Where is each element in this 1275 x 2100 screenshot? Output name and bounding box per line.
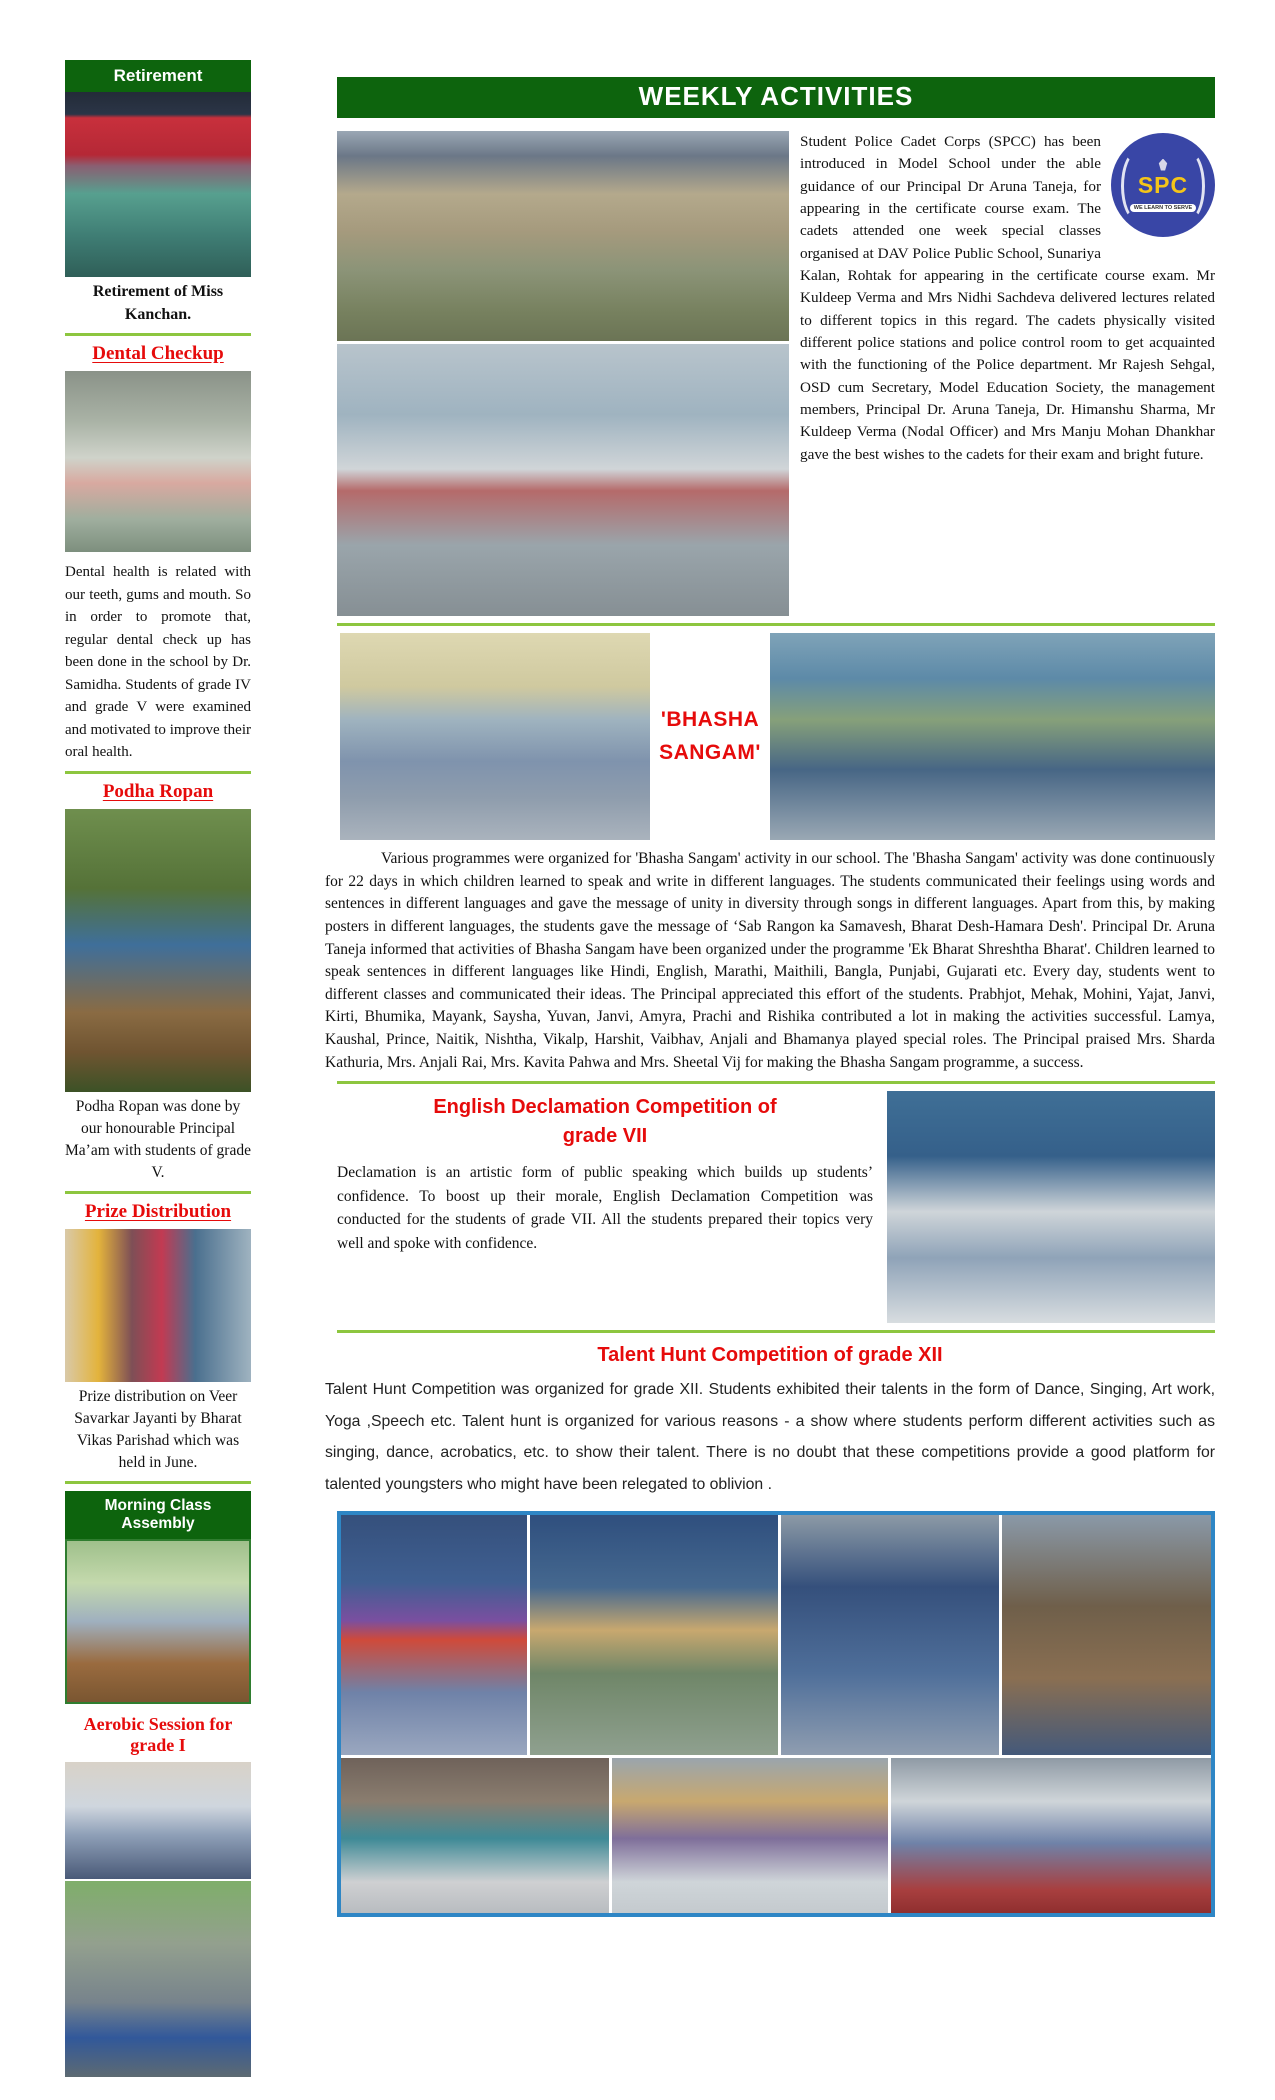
collage-bottom-row bbox=[341, 1758, 1211, 1913]
talent-photo-boy-singing bbox=[781, 1515, 999, 1755]
talent-photo-girl-dancing bbox=[530, 1515, 778, 1755]
spcc-photo-column bbox=[337, 131, 789, 616]
bhasha-outdoor-group-photo bbox=[770, 633, 1215, 840]
main-column bbox=[325, 77, 1215, 1917]
dental-checkup-photo bbox=[65, 371, 251, 552]
bhasha-label-line2: SANGAM' bbox=[659, 740, 761, 764]
declamation-section bbox=[337, 1091, 1215, 1323]
prize-distribution-caption: Prize distribution on Veer Savarkar Jayanti by Bharat Vikas Parishad which was held in June. bbox=[74, 1387, 242, 1471]
spcc-cadets-group-photo bbox=[337, 131, 789, 341]
talent-hunt-heading: Talent Hunt Competition of grade XII bbox=[597, 1344, 943, 1367]
morning-assembly-banner bbox=[65, 1491, 251, 1539]
spcc-paragraph: Student Police Cadet Corps (SPCC) has been introduced in Model School under the able guidance of our Principal Dr Aruna Taneja, for appearing in the certificate course exam. The cadets attended one week special classes organised at DAV Police Public School, Sunariya Kalan, Rohtak for appearing in the certificate course exam. Mr Kuldeep Verma and Mrs Nidhi Sachdeva delivered lectures related to different topics in this regard. The cadets physically visited different police stations and police control room to get acquainted with the functioning of the Police department. Mr Rajesh Sehgal, OSD cum Secretary, Model Education Society, the management members, Principal Dr. Aruna Taneja, Dr. Himanshu Sharma, Mr Kuldeep Verma (Nodal Officer) and Mrs Manju Mohan Dhankhar gave the best wishes to the cadets for their exam and bright future. bbox=[800, 133, 1215, 463]
dental-paragraph: Dental health is related with our teeth, gums and mouth. So in order to promote that, regular dental check up has been done in the school by Dr. Samidha. Students of grade IV and grade V were examined and motivated to improve their oral health. bbox=[65, 564, 251, 761]
bhasha-sangam-label bbox=[650, 633, 770, 840]
retirement-banner bbox=[65, 60, 251, 92]
podha-ropan-photo bbox=[65, 809, 251, 1092]
green-divider bbox=[337, 1081, 1215, 1084]
talent-photo-card-trick bbox=[341, 1758, 609, 1913]
spc-logo bbox=[1111, 133, 1215, 237]
bhasha-label-line1: 'BHASHA bbox=[660, 707, 760, 731]
talent-hunt-collage bbox=[337, 1511, 1215, 1917]
green-divider bbox=[65, 333, 251, 336]
retirement-photo bbox=[65, 92, 251, 277]
talent-photo-group-steps bbox=[612, 1758, 888, 1913]
prize-distribution-heading: Prize Distribution bbox=[84, 1200, 232, 1222]
aerobic-photo-2 bbox=[65, 1881, 251, 2077]
morning-assembly-photo bbox=[65, 1539, 251, 1704]
retirement-banner-label: Retirement bbox=[113, 66, 203, 85]
spcc-police-visit-photo bbox=[337, 344, 789, 616]
morning-assembly-banner-label: Morning Class Assembly bbox=[104, 1496, 212, 1532]
podha-ropan-heading: Podha Ropan bbox=[102, 780, 214, 802]
declamation-heading: English Declamation Competition of grade VII bbox=[433, 1096, 777, 1148]
prize-distribution-photo bbox=[65, 1229, 251, 1382]
collage-top-row bbox=[341, 1515, 1211, 1755]
bhasha-sangam-photo-band bbox=[340, 633, 1215, 840]
spcc-section bbox=[337, 131, 1215, 616]
podha-ropan-caption: Podha Ropan was done by our honourable Principal Ma’am with students of grade V. bbox=[65, 1097, 251, 1181]
declamation-group-photo bbox=[887, 1091, 1215, 1323]
green-divider bbox=[337, 1330, 1215, 1333]
retirement-caption: Retirement of Miss Kanchan. bbox=[92, 283, 224, 323]
talent-photo-podium-speech bbox=[1002, 1515, 1211, 1755]
green-divider bbox=[65, 1481, 251, 1484]
talent-photo-grade-group bbox=[891, 1758, 1211, 1913]
dental-heading: Dental Checkup bbox=[92, 343, 224, 365]
aerobic-photo-1 bbox=[65, 1762, 251, 1879]
talent-hunt-paragraph: Talent Hunt Competition was organized for grade XII. Students exhibited their talents in the form of Dance, Singing, Art work, Yoga ,Speech etc. Talent hunt is organized for various reasons - a show where students perform different activities such as singing, dance, acrobatics, etc. to show their talent. There is no doubt that these competitions provide a good platform for talented youngsters who might have been relegated to oblivion . bbox=[325, 1381, 1215, 1494]
weekly-activities-header bbox=[337, 77, 1215, 118]
spc-emblem-icon bbox=[1156, 159, 1170, 171]
sidebar bbox=[65, 60, 251, 2077]
talent-photo-boy-dancing bbox=[341, 1515, 527, 1755]
declamation-paragraph: Declamation is an artistic form of public speaking which builds up students’ confidence. To boost up their morale, English Declamation Competition was conducted for the students of grade VII. All the students prepared their topics very well and spoke with confidence. bbox=[337, 1164, 873, 1252]
aerobic-heading: Aerobic Session for grade I bbox=[83, 1713, 233, 1755]
green-divider bbox=[65, 771, 251, 774]
green-divider bbox=[65, 1191, 251, 1194]
weekly-activities-title: WEEKLY ACTIVITIES bbox=[638, 81, 914, 111]
spc-logo-motto: WE LEARN TO SERVE bbox=[1130, 204, 1196, 212]
spcc-text-column bbox=[789, 131, 1215, 616]
bhasha-singing-photo bbox=[340, 633, 650, 840]
declamation-text-column bbox=[337, 1091, 887, 1323]
spc-logo-abbr: SPC bbox=[1137, 171, 1189, 198]
bhasha-paragraph: Various programmes were organized for 'Bhasha Sangam' activity in our school. The 'Bhasha Sangam' activity was done continuously for 22 days in which children learned to speak and write in different languages. The students communicated their feelings using words and sentences in different languages and gave the message of unity in diversity through songs in different languages. Apart from this, by making posters in different languages, the students gave the message of ‘Sab Rangon ka Samavesh, Bharat Desh-Hamara Desh'. Principal Dr. Aruna Taneja informed that activities of Bhasha Sangam have been organized under the programme 'Ek Bharat Shreshtha Bharat'. Children learned to speak sentences in different languages like Hindi, English, Marathi, Maithili, Bangla, Punjabi, Gujarati etc. Every day, students went to different classes and communicated their ideas. The Principal appreciated this effort of the students. Prabhjot, Mehak, Mohini, Yajat, Janvi, Kirti, Bhumika, Mayank, Saysha, Yuvan, Janvi, Amyra, Prachi and Rishika contributed a lot in making the activities successful. Lamya, Kaushal, Prince, Naitik, Nishtha, Vikalp, Harshit, Vaibhav, Anjali and Bhamanya played special roles. The Principal praised Mrs. Sharda Kathuria, Mrs. Anjali Rai, Mrs. Kavita Pahwa and Mrs. Sheetal Vij for making the Bhasha Sangam programme, a success. bbox=[325, 850, 1215, 1071]
green-divider bbox=[337, 623, 1215, 626]
